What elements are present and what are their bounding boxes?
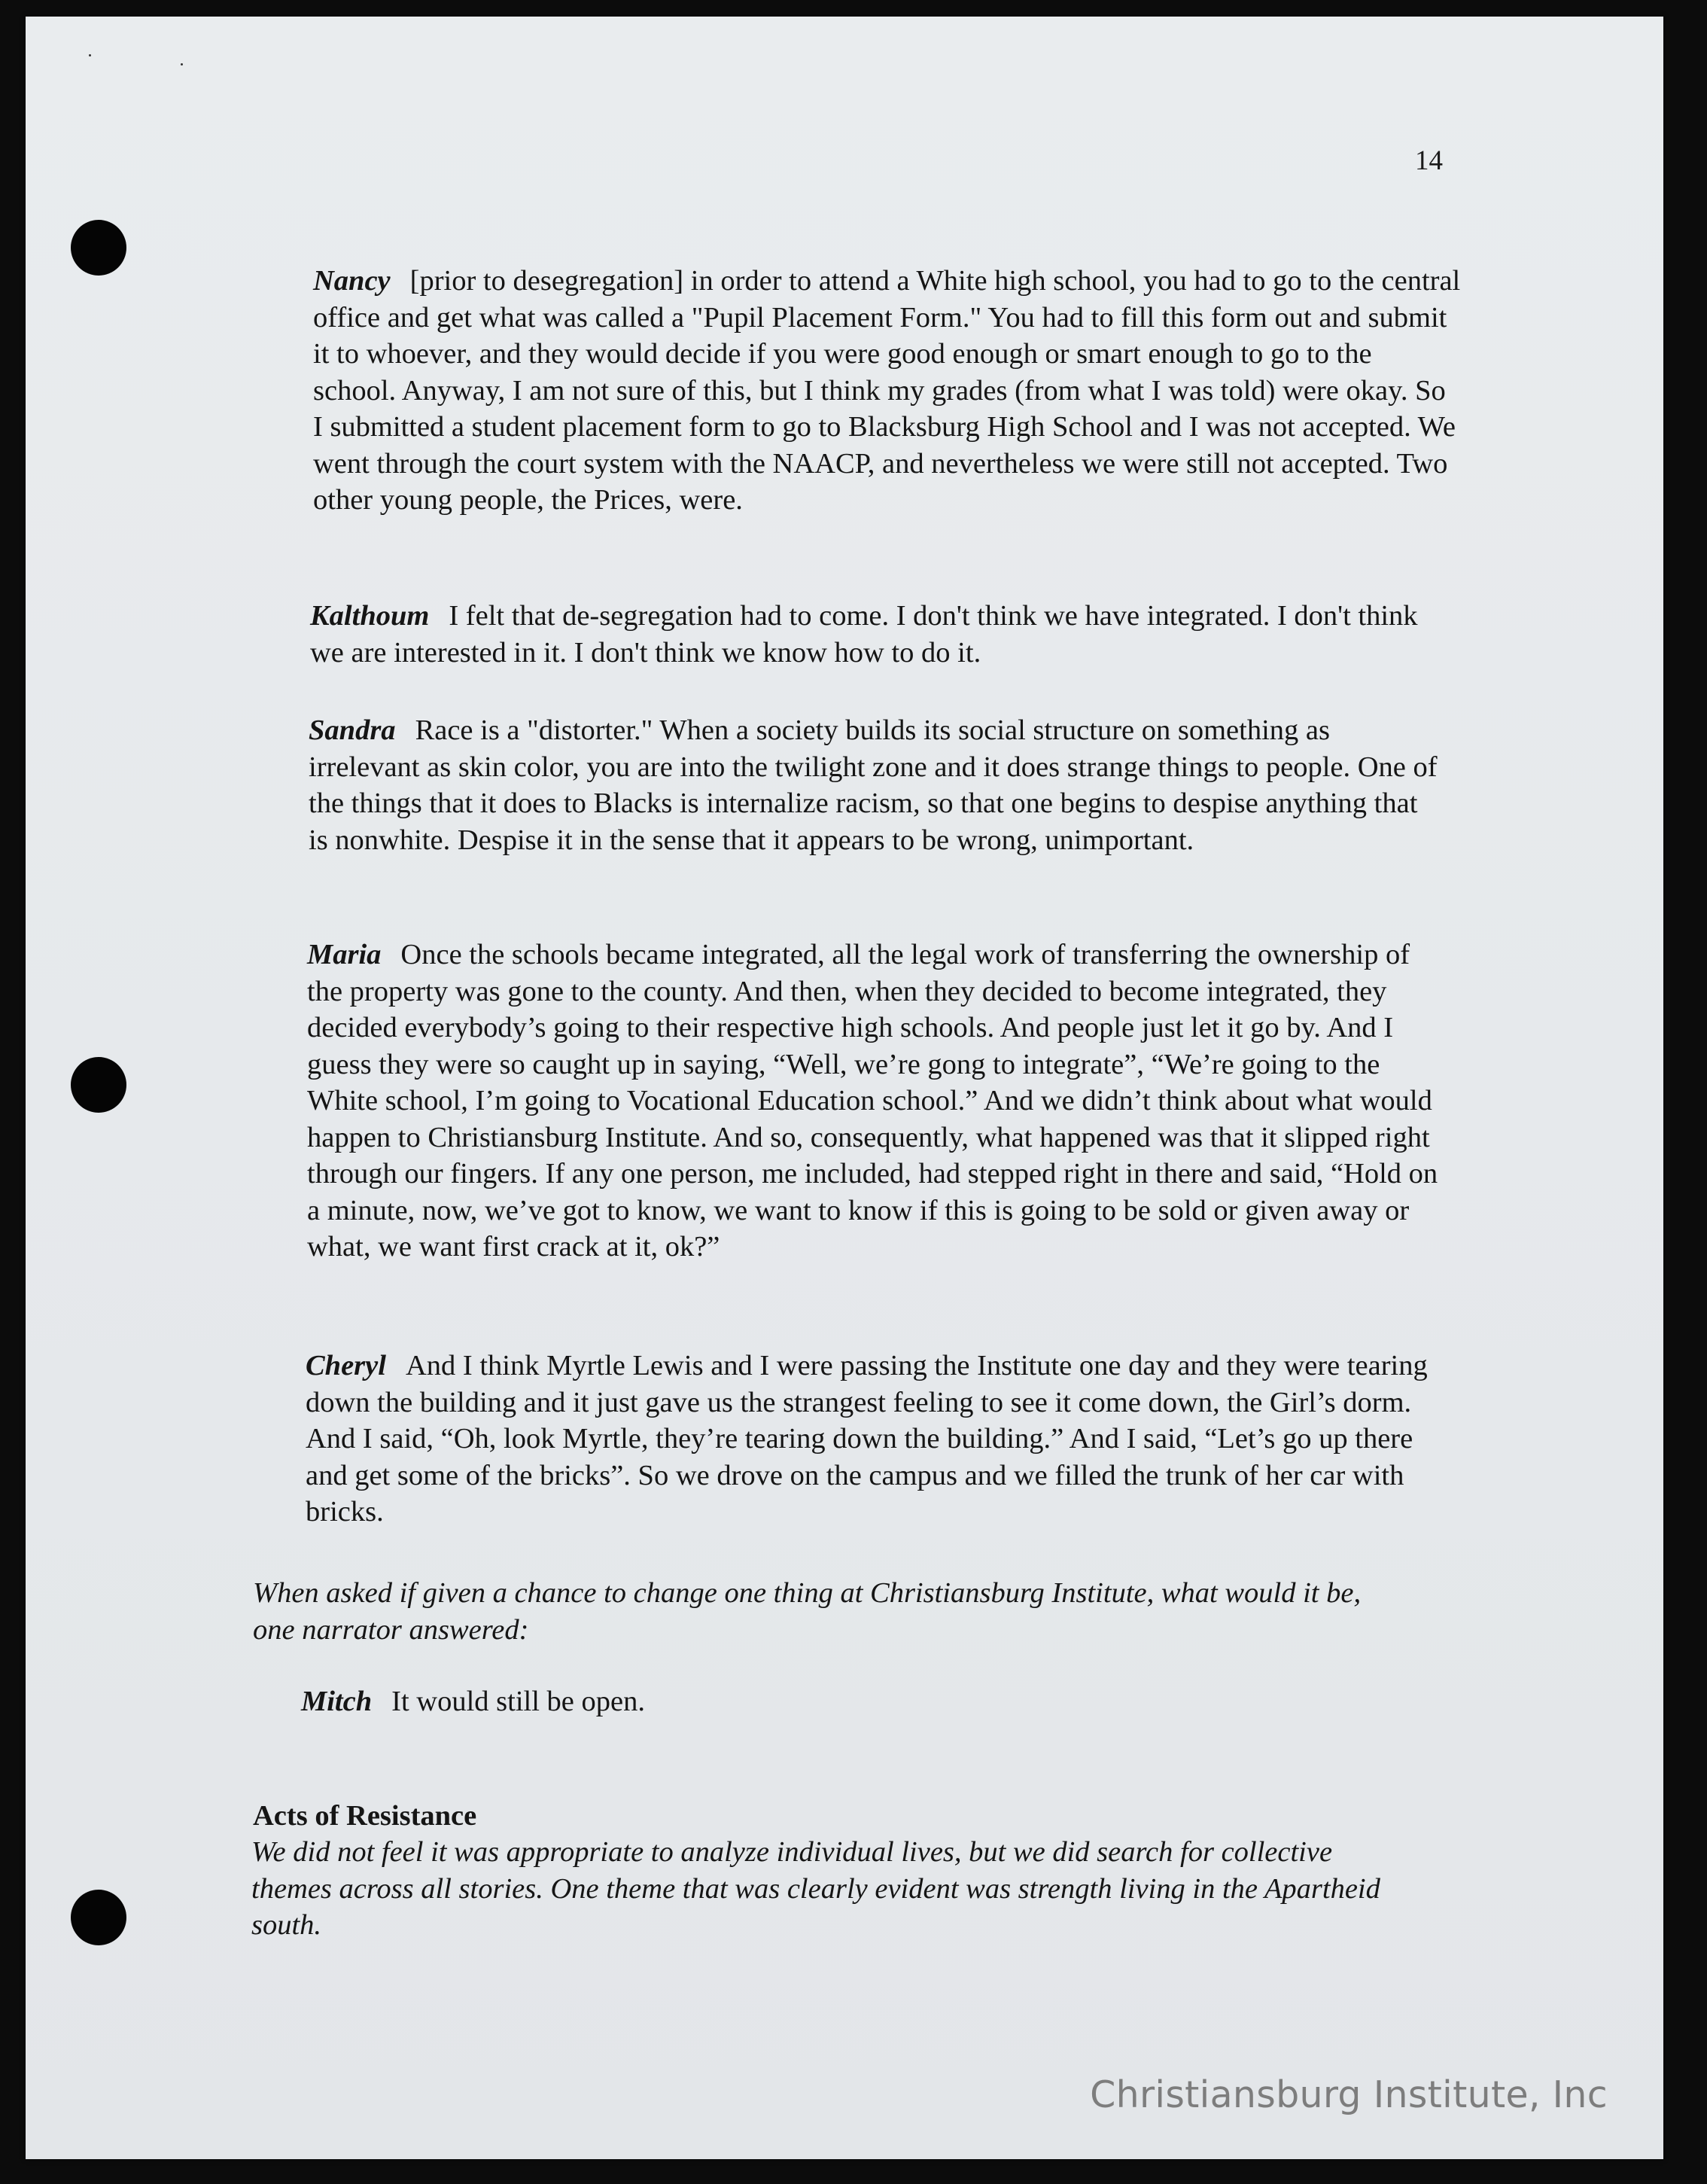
- speaker-name: Cheryl: [306, 1350, 386, 1381]
- quote-text: And I think Myrtle Lewis and I were passing the Institute one day and they were tearing down the building and it just gave us the strangest feeling to see it come down, the Girl’s dorm. And I said, “Oh, look Myrtle, they’re tearing down the building.” And I said, “Let’s go up there and get some of the bricks”. So we drove on the campus and we filled the trunk of her car with bricks.: [306, 1350, 1428, 1528]
- page-number: 14: [1415, 145, 1443, 176]
- quote-mitch: [301, 1683, 1434, 1720]
- quote-text: It would still be open.: [391, 1686, 645, 1717]
- speaker-name: Mitch: [301, 1686, 373, 1717]
- section-heading: Acts of Resistance: [253, 1800, 477, 1832]
- watermark: Christiansburg Institute, Inc: [1090, 2073, 1608, 2116]
- speaker-name: Sandra: [309, 714, 396, 746]
- binder-hole-bottom: [71, 1890, 126, 1945]
- quote-cheryl: [306, 1348, 1438, 1531]
- paper-speck: [89, 54, 91, 56]
- quote-text: Race is a "distorter." When a society builds its social structure on something as irrelevant as skin color, you are into the twilight zone and it does strange things to people. One of the things that it does to Blacks is internalize racism, so that one begins to despise anything that is nonwhite. Despise it in the sense that it appears to be wrong, unimportant.: [309, 714, 1438, 856]
- quote-kalthoum: [310, 598, 1443, 671]
- speaker-name: Kalthoum: [310, 600, 430, 632]
- quote-text: [prior to desegregation] in order to attend a White high school, you had to go to the central office and get what was called a "Pupil Placement Form." You had to fill this form out and submit it to whoever, and they would decide if you were good enough or smart enough to go to the school. Anyway, I am not sure of this, but I think my grades (from what I was told) were okay. So I submitted a student placement form to go to Blacksburg High School and I was not accepted. We went through the court system with the NAACP, and nevertheless we were still not accepted. Two other young people, the Prices, were.: [313, 265, 1461, 516]
- paper-speck: [181, 63, 183, 65]
- quote-maria: [307, 937, 1440, 1266]
- section-body: We did not feel it was appropriate to analyze individual lives, but we did search for collective themes across all stories. One theme that was clearly evident was strength living in the Apartheid south.: [251, 1836, 1380, 1941]
- quote-text: I felt that de-segregation had to come. I don't think we have integrated. I don't think we are interested in it. I don't think we know how to do it.: [310, 600, 1418, 669]
- binder-hole-middle: [71, 1057, 126, 1113]
- quote-nancy: [313, 263, 1461, 519]
- speaker-name: Maria: [307, 939, 382, 970]
- binder-hole-top: [71, 220, 126, 276]
- interview-question: When asked if given a chance to change one thing at Christiansburg Institute, what would it be, one narrator answered:: [253, 1577, 1362, 1646]
- quote-text: Once the schools became integrated, all the legal work of transferring the ownership of the property was gone to the county. And then, when they decided to become integrated, they decided everybody’s going to their respective high schools. And people just let it go by. And I guess they were so caught up in saying, “Well, we’re gong to integrate”, “We’re going to the White school, I’m going to Vocational Education school.” And we didn’t think about what would happen to Christiansburg Institute. And so, consequently, what happened was that it slipped right through our fingers. If any one person, me included, had stepped right in there and said, “Hold on a minute, now, we’ve got to know, we want to know if this is going to be sold or given away or what, we want first crack at it, ok?”: [307, 939, 1438, 1263]
- quote-sandra: [309, 712, 1441, 858]
- document-page: [26, 17, 1663, 2159]
- speaker-name: Nancy: [313, 265, 391, 297]
